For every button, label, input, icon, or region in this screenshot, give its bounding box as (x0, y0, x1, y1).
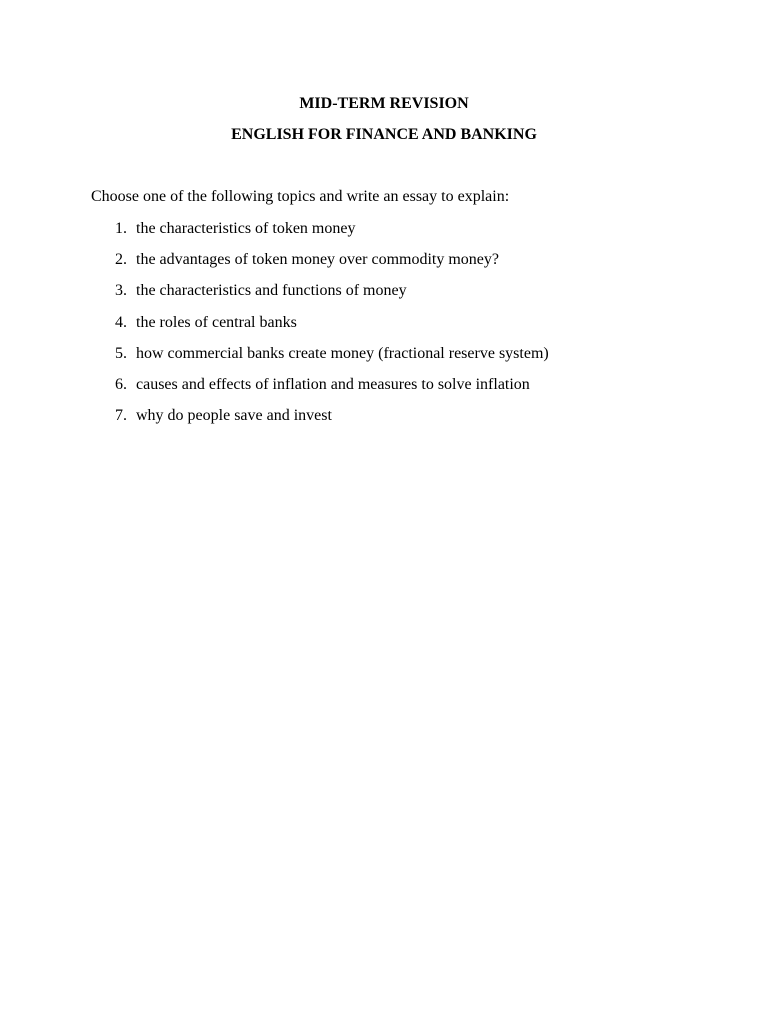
list-item (0, 313, 768, 344)
list-item (0, 344, 768, 375)
document-title: MID-TERM REVISION (299, 95, 469, 112)
instruction-text: Choose one of the following topics and write an essay to explain: (91, 188, 510, 205)
list-item (0, 281, 768, 312)
document-subtitle: ENGLISH FOR FINANCE AND BANKING (231, 126, 537, 143)
list-item-text: the roles of central banks (136, 313, 297, 331)
list-item-number: 3. (115, 282, 127, 300)
list-item-text: the characteristics and functions of money (136, 282, 407, 300)
list-item-text: why do people save and invest (136, 407, 332, 425)
list-item-number: 5. (115, 344, 127, 362)
list-item-text: the characteristics of token money (136, 220, 356, 237)
list-item-number: 6. (115, 375, 127, 393)
list-item (0, 219, 768, 250)
list-item-text: the advantages of token money over commodity money? (136, 251, 500, 269)
list-item-text: how commercial banks create money (fractional reserve system) (136, 344, 549, 362)
list-item (0, 250, 768, 281)
list-item-number: 1. (115, 220, 127, 237)
list-item-number: 4. (115, 313, 127, 331)
list-item-text: causes and effects of inflation and measures to solve inflation (136, 375, 530, 393)
topic-list (0, 219, 768, 437)
list-item-number: 7. (115, 407, 127, 425)
list-item-number: 2. (115, 251, 127, 269)
list-item (0, 375, 768, 406)
list-item (0, 406, 768, 437)
